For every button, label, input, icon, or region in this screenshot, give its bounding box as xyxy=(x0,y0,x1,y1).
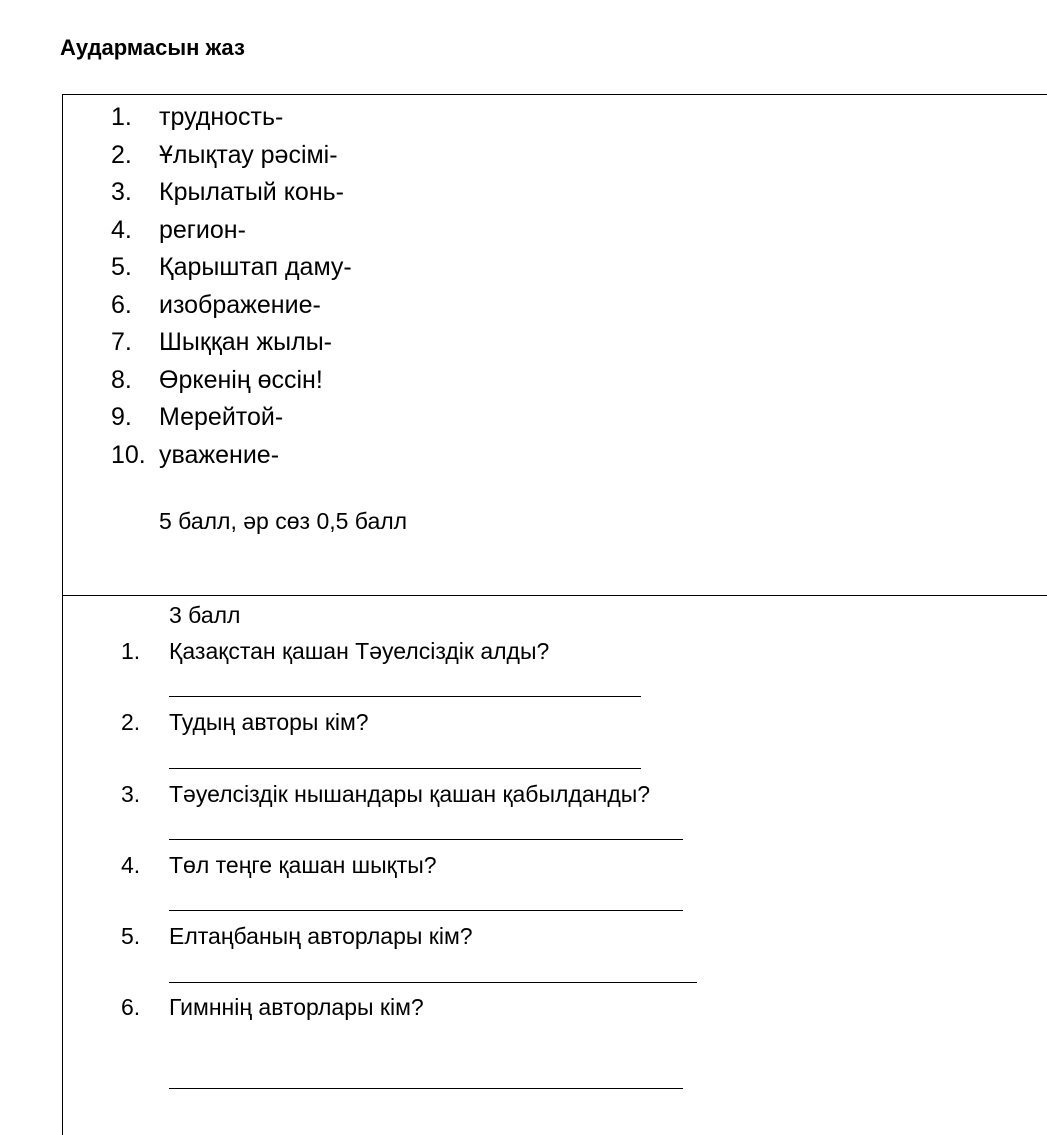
question-number: 1. xyxy=(121,638,141,664)
item-term: Өркенің өссін! xyxy=(159,365,323,394)
question-text: Қазақстан қашан Тәуелсіздік алды? xyxy=(169,638,550,664)
item-term: Мерейтой- xyxy=(159,403,284,431)
item-number: 2. xyxy=(111,140,132,169)
answer-line[interactable] xyxy=(169,1088,683,1089)
item-term: Шыққан жылы- xyxy=(159,328,332,356)
item-term: регион- xyxy=(159,215,246,244)
table-row-divider xyxy=(63,595,1047,596)
item-term: Қарыштап даму- xyxy=(159,253,352,281)
question-number: 3. xyxy=(121,781,141,807)
item-number: 10. xyxy=(111,440,146,469)
item-number: 1. xyxy=(111,103,132,131)
item-term: уважение- xyxy=(159,440,280,469)
question-number: 5. xyxy=(121,923,141,949)
answer-line[interactable] xyxy=(169,910,683,911)
question-number: 6. xyxy=(121,994,141,1020)
question-text: Гимннің авторлары кім? xyxy=(169,994,424,1020)
question-number: 4. xyxy=(121,852,141,878)
answer-line[interactable] xyxy=(169,839,683,840)
exercise-table xyxy=(62,94,1047,1135)
item-number: 3. xyxy=(111,178,132,206)
section1-score: 5 балл, әр сөз 0,5 балл xyxy=(159,508,408,534)
question-text: Төл теңге қашан шықты? xyxy=(169,852,437,878)
item-number: 7. xyxy=(111,328,132,356)
answer-line[interactable] xyxy=(169,982,697,983)
item-number: 5. xyxy=(111,253,132,281)
question-text: Елтаңбаның авторлары кім? xyxy=(169,923,473,949)
section2-score: 3 балл xyxy=(169,602,241,628)
question-text: Тудың авторы кім? xyxy=(169,709,369,735)
question-text: Тәуелсіздік нышандары қашан қабылданды? xyxy=(169,781,651,807)
item-number: 4. xyxy=(111,215,132,244)
item-term: Крылатый конь- xyxy=(159,178,344,206)
item-number: 8. xyxy=(111,365,132,394)
item-term: трудность- xyxy=(159,103,284,131)
item-number: 6. xyxy=(111,290,132,319)
question-number: 2. xyxy=(121,709,141,735)
page-title: Аудармасын жаз xyxy=(60,35,245,60)
item-term: Ұлықтау рәсімі- xyxy=(159,140,338,169)
answer-line[interactable] xyxy=(169,768,641,769)
item-term: изображение- xyxy=(159,290,321,319)
item-number: 9. xyxy=(111,403,132,431)
answer-line[interactable] xyxy=(169,696,641,697)
